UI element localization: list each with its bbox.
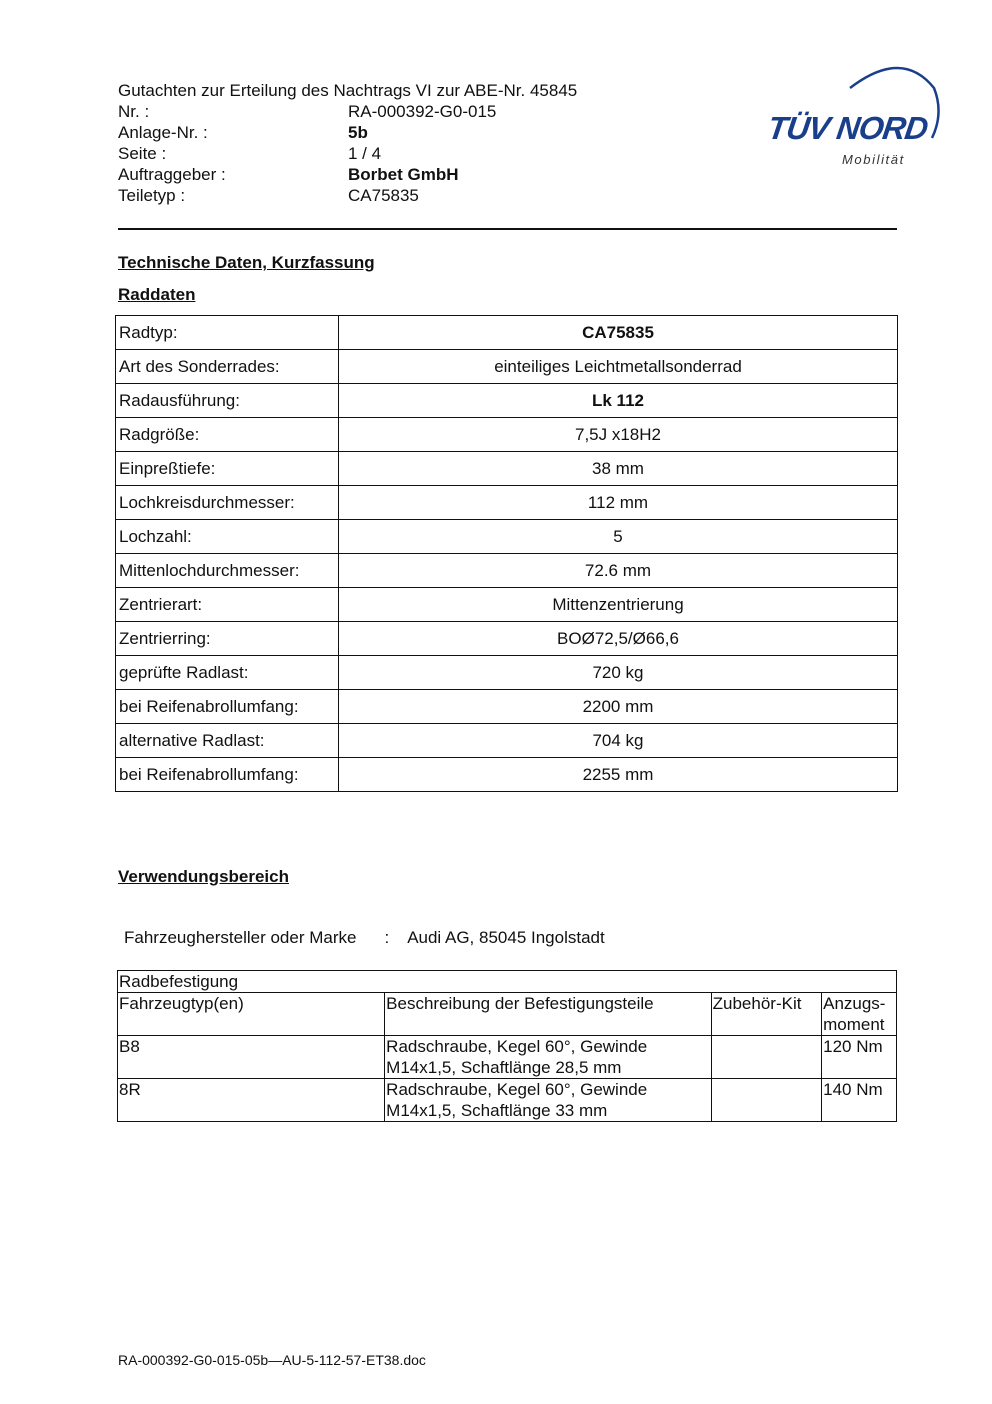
cell-anzugsmoment: 140 Nm	[822, 1079, 897, 1122]
header-row-teiletyp	[118, 185, 678, 206]
row-label: Einpreßtiefe:	[116, 452, 339, 486]
table-row	[118, 1036, 897, 1079]
row-value: 2200 mm	[339, 690, 898, 724]
column-header: Fahrzeugtyp(en)	[118, 993, 385, 1036]
table-row	[116, 588, 898, 622]
cell-beschreibung: Radschraube, Kegel 60°, Gewinde M14x1,5, Schaftlänge 33 mm	[385, 1079, 711, 1122]
logo-subtitle: Mobilität	[842, 152, 905, 167]
row-value: BOØ72,5/Ø66,6	[339, 622, 898, 656]
header-value: Borbet GmbH	[348, 165, 459, 184]
header-label: Teiletyp :	[118, 186, 186, 205]
section-subtitle-raddaten: Raddaten	[118, 285, 196, 304]
row-value: 72.6 mm	[339, 554, 898, 588]
table-row	[116, 452, 898, 486]
row-value: CA75835	[339, 316, 898, 350]
logo-wordmark: TÜV NORD	[765, 110, 930, 146]
cell-beschreibung: Radschraube, Kegel 60°, Gewinde M14x1,5, Schaftlänge 28,5 mm	[385, 1036, 711, 1079]
table-row	[118, 1079, 897, 1122]
tuev-nord-logo	[762, 58, 942, 178]
table-caption: Radbefestigung	[118, 971, 897, 993]
header-value: CA75835	[348, 186, 419, 205]
table-caption-row	[118, 971, 897, 993]
row-value: 38 mm	[339, 452, 898, 486]
row-value: einteiliges Leichtmetallsonderrad	[339, 350, 898, 384]
row-label: Lochkreisdurchmesser:	[116, 486, 339, 520]
header-value: RA-000392-G0-015	[348, 102, 497, 121]
footer-filename: RA-000392-G0-015-05b—AU-5-112-57-ET38.doc	[118, 1352, 426, 1368]
row-label: bei Reifenabrollumfang:	[116, 690, 339, 724]
header-label: Anlage-Nr. :	[118, 123, 208, 142]
section-title-verwendungsbereich: Verwendungsbereich	[118, 867, 289, 886]
table-row	[116, 418, 898, 452]
manufacturer-label: Fahrzeughersteller oder Marke	[124, 928, 357, 947]
header-row-anlage	[118, 122, 678, 143]
header-label: Nr. :	[118, 102, 150, 121]
row-value: 2255 mm	[339, 758, 898, 792]
row-label: Zentrierring:	[116, 622, 339, 656]
table-row	[116, 724, 898, 758]
row-label: Radausführung:	[116, 384, 339, 418]
table-header-row	[118, 993, 897, 1036]
table-row	[116, 554, 898, 588]
table-row	[116, 384, 898, 418]
column-header: Zubehör-Kit	[711, 993, 821, 1036]
row-label: Radtyp:	[116, 316, 339, 350]
row-value: 720 kg	[339, 656, 898, 690]
table-row	[116, 622, 898, 656]
cell-zubehoer-kit	[711, 1079, 821, 1122]
row-label: Mittenlochdurchmesser:	[116, 554, 339, 588]
header-row-seite	[118, 143, 678, 164]
header-label: Seite :	[118, 144, 167, 163]
manufacturer-value: Audi AG, 85045 Ingolstadt	[407, 928, 605, 947]
section-title-technische-daten: Technische Daten, Kurzfassung	[118, 253, 375, 272]
column-header: Anzugs-moment	[822, 993, 897, 1036]
row-value: 7,5J x18H2	[339, 418, 898, 452]
header-value: 1 / 4	[348, 144, 382, 163]
header-row-nr	[118, 101, 678, 122]
row-value: 5	[339, 520, 898, 554]
table-row	[116, 656, 898, 690]
row-value: 112 mm	[339, 486, 898, 520]
manufacturer-colon: :	[384, 928, 390, 947]
row-label: geprüfte Radlast:	[116, 656, 339, 690]
header-divider	[118, 228, 897, 230]
table-row	[116, 486, 898, 520]
row-value: Lk 112	[339, 384, 898, 418]
row-label: Zentrierart:	[116, 588, 339, 622]
table-row	[116, 350, 898, 384]
row-label: Art des Sonderrades:	[116, 350, 339, 384]
cell-anzugsmoment: 120 Nm	[822, 1036, 897, 1079]
table-row	[116, 758, 898, 792]
column-header: Beschreibung der Befestigungsteile	[385, 993, 711, 1036]
document-title: Gutachten zur Erteilung des Nachtrags VI zur ABE-Nr. 45845	[118, 81, 578, 100]
raddaten-table	[115, 315, 898, 792]
row-label: bei Reifenabrollumfang:	[116, 758, 339, 792]
cell-fahrzeugtyp: B8	[118, 1036, 385, 1079]
row-label: alternative Radlast:	[116, 724, 339, 758]
table-row	[116, 690, 898, 724]
row-value: 704 kg	[339, 724, 898, 758]
table-row	[116, 316, 898, 350]
header-value: 5b	[348, 123, 368, 142]
radbefestigung-table	[117, 970, 897, 1122]
document-header	[118, 80, 678, 206]
table-row	[116, 520, 898, 554]
row-label: Lochzahl:	[116, 520, 339, 554]
cell-zubehoer-kit	[711, 1036, 821, 1079]
cell-fahrzeugtyp: 8R	[118, 1079, 385, 1122]
header-label: Auftraggeber :	[118, 165, 226, 184]
header-row-auftraggeber	[118, 164, 678, 185]
vehicle-manufacturer	[124, 928, 605, 948]
row-value: Mittenzentrierung	[339, 588, 898, 622]
row-label: Radgröße:	[116, 418, 339, 452]
